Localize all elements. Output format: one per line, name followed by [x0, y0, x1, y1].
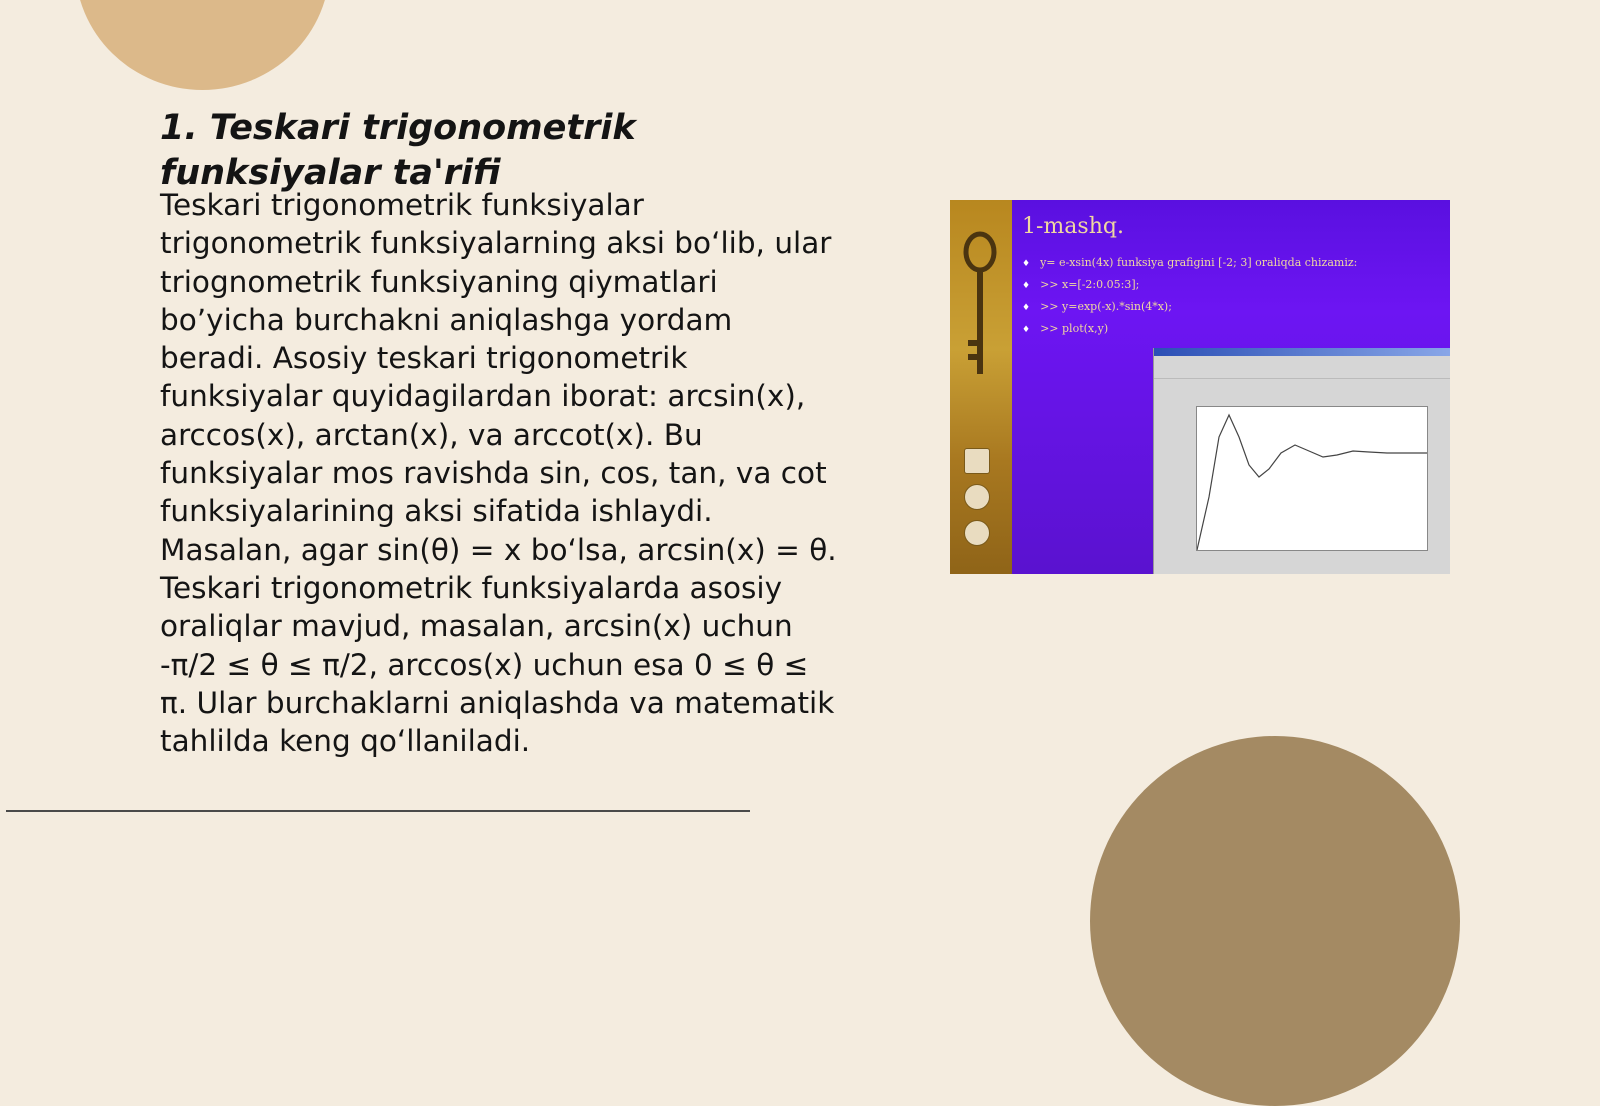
figure-window: [1153, 348, 1450, 574]
slide-title: 1. Teskari trigonometrik funksiyalar ta'rifi: [160, 108, 636, 193]
embedded-slide-title: 1-mashq.: [1022, 214, 1124, 239]
plot-curve: [1197, 407, 1427, 550]
code-line: ♦ >> plot(x,y): [1022, 318, 1357, 340]
code-line: ♦ >> y=exp(-x).*sin(4*x);: [1022, 296, 1357, 318]
forward-icon: [964, 520, 990, 546]
embedded-slide-image: [950, 200, 1450, 574]
figure-toolbar: [1154, 356, 1450, 379]
home-icon: [964, 448, 990, 474]
decorative-circle-bottom: [1090, 736, 1460, 1106]
code-line: ♦ y= e-xsin(4x) funksiya grafigini [-2; 3] oraliqda chizamiz:: [1022, 252, 1357, 274]
slide-body-text: Teskari trigonometrik funksiyalar trigonometrik funksiyalarning aksi bo‘lib, ular triognometrik funksiyaning qiymatlari bo’yicha burchakni aniqlashga yordam beradi. Asosiy teskari trigonometrik funksiyalar quyidagilardan iborat: arcsin(x), arccos(x), arctan(x), va arccot(x). Bu funksiyalar mos ravishda sin, cos, tan, va cot funksiyalarining aksi sifatida ishlaydi. Masalan, agar sin(θ) = x bo‘lsa, arcsin(x) = θ. Teskari trigonometrik funksiyalarda asosiy oraliqlar mavjud, masalan, arcsin(x) uchun -π/2 ≤ θ ≤ π/2, arccos(x) uchun esa 0 ≤ θ ≤ π. Ular burchaklarni aniqlashda va matematik tahlilda keng qo‘llaniladi.: [160, 188, 837, 759]
slide-side-panel: [950, 200, 1012, 574]
code-line: ♦ >> x=[-2:0.05:3];: [1022, 274, 1357, 296]
figure-titlebar: [1154, 348, 1450, 356]
divider-line: [6, 810, 750, 812]
decorative-circle-top: [75, 0, 330, 90]
embedded-code-lines: [1022, 252, 1357, 340]
key-icon: [950, 200, 1012, 574]
back-icon: [964, 484, 990, 510]
figure-plot-area: [1196, 406, 1428, 551]
